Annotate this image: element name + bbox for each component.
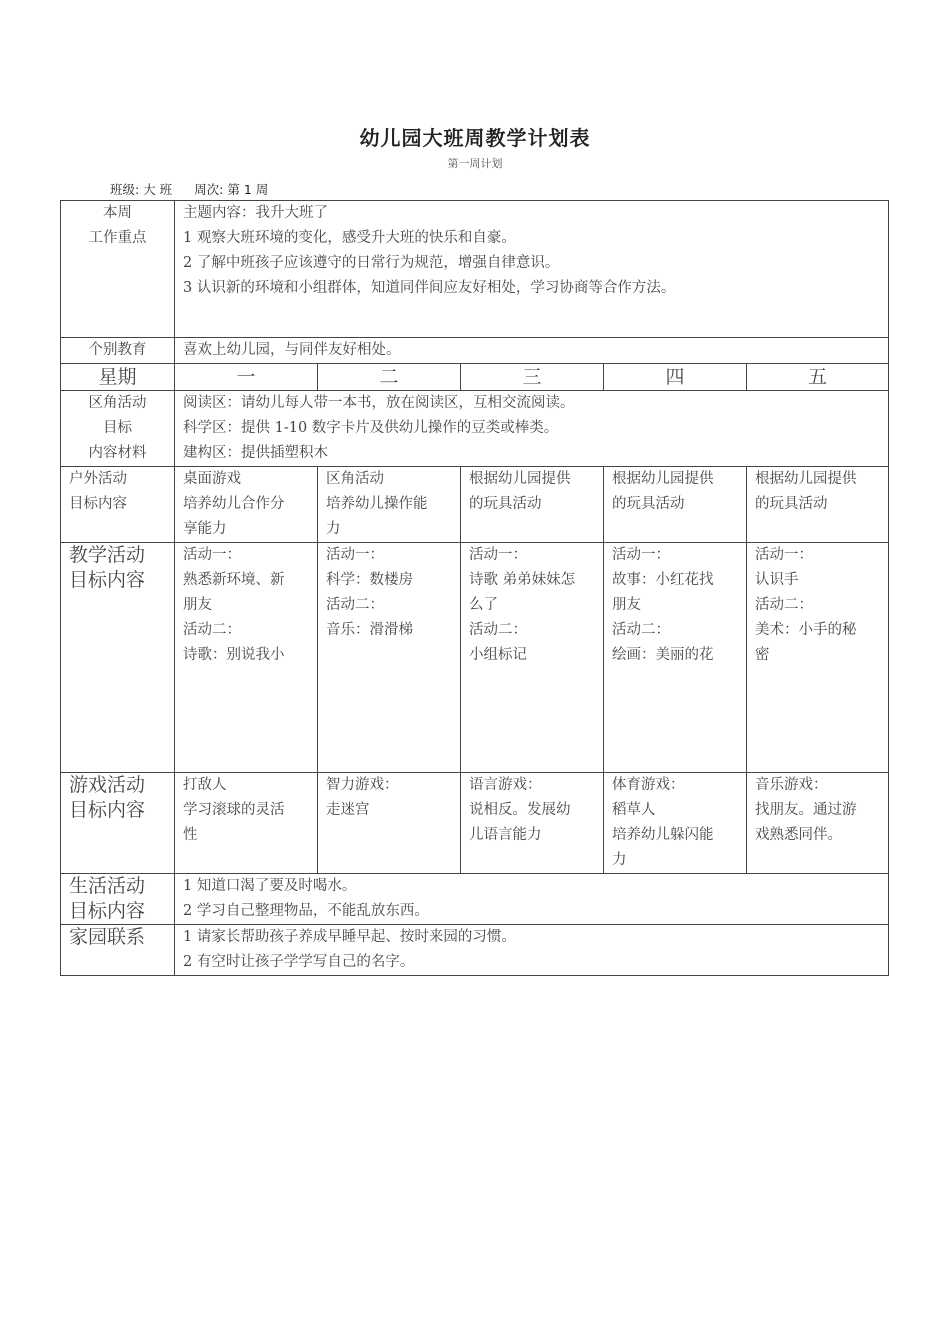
cell-line: 认识手 xyxy=(755,572,799,588)
focus-content xyxy=(175,201,889,338)
page-subtitle: 第一周计划 xyxy=(447,157,503,170)
focus-label xyxy=(61,201,175,338)
cell-line: 故事：小红花找 xyxy=(612,572,714,588)
cell-line: 活动二： xyxy=(326,597,384,613)
home-row xyxy=(61,925,889,976)
teaching-label-line: 目标内容 xyxy=(69,569,146,591)
corner-item: 科学区：提供 1-10 数字卡片及供幼儿操作的豆类或棒类。 xyxy=(183,420,559,436)
cell-line: 学习滚球的灵活 xyxy=(183,802,285,818)
cell-line: 活动一： xyxy=(612,547,670,563)
day-friday: 五 xyxy=(747,364,889,391)
cell-line: 根据幼儿园提供 xyxy=(755,471,857,487)
cell-line: 美术：小手的秘 xyxy=(755,622,857,638)
cell-line: 小组标记 xyxy=(469,647,527,663)
corner-row xyxy=(61,391,889,467)
cell-line: 朋友 xyxy=(612,597,641,613)
life-label-line: 生活活动 xyxy=(69,875,146,897)
cell-line: 体育游戏： xyxy=(612,777,685,793)
cell-line: 性 xyxy=(183,827,198,843)
focus-item: 1 观察大班环境的变化，感受升大班的快乐和自豪。 xyxy=(183,230,516,246)
teaching-cell-fri xyxy=(747,543,889,773)
outdoor-cell-fri xyxy=(747,467,889,543)
life-item: 2 学习自己整理物品，不能乱放东西。 xyxy=(183,903,429,919)
outdoor-label-line: 目标内容 xyxy=(69,496,127,512)
weekday-header-row xyxy=(61,364,889,391)
cell-line: 密 xyxy=(755,647,770,663)
cell-line: 稻草人 xyxy=(612,802,656,818)
cell-line: 音乐：滑滑梯 xyxy=(326,622,413,638)
cell-line: 培养幼儿躲闪能 xyxy=(612,827,714,843)
cell-line: 培养幼儿操作能 xyxy=(326,496,428,512)
cell-line: 走迷宫 xyxy=(326,802,370,818)
games-cell-wed xyxy=(461,773,604,874)
outdoor-label xyxy=(61,467,175,543)
cell-line: 区角活动 xyxy=(326,471,384,487)
cell-line: 朋友 xyxy=(183,597,212,613)
corner-label xyxy=(61,391,175,467)
corner-content xyxy=(175,391,889,467)
cell-line: 桌面游戏 xyxy=(183,471,241,487)
corner-item: 阅读区：请幼儿每人带一本书，放在阅读区，互相交流阅读。 xyxy=(183,395,575,411)
cell-line: 根据幼儿园提供 xyxy=(469,471,571,487)
teaching-label-line: 教学活动 xyxy=(69,544,146,566)
outdoor-cell-tue xyxy=(318,467,461,543)
teaching-cell-wed xyxy=(461,543,604,773)
games-label-line: 目标内容 xyxy=(69,799,146,821)
individual-label: 个别教育 xyxy=(61,338,175,364)
cell-line: 儿语言能力 xyxy=(469,827,542,843)
cell-line: 诗歌 弟弟妹妹怎 xyxy=(469,572,576,588)
cell-line: 戏熟悉同伴。 xyxy=(755,827,842,843)
focus-item: 3 认识新的环境和小组群体，知道同伴间应友好相处，学习协商等合作方法。 xyxy=(183,280,676,296)
life-label xyxy=(61,874,175,925)
life-label-line: 目标内容 xyxy=(69,900,146,922)
individual-content: 喜欢上幼儿园，与同伴友好相处。 xyxy=(175,338,889,364)
cell-line: 活动一： xyxy=(183,547,241,563)
games-cell-tue xyxy=(318,773,461,874)
cell-line: 活动一： xyxy=(469,547,527,563)
home-item: 1 请家长帮助孩子养成早睡早起、按时来园的习惯。 xyxy=(183,929,516,945)
teaching-cell-tue xyxy=(318,543,461,773)
games-label xyxy=(61,773,175,874)
teaching-cell-thu xyxy=(604,543,747,773)
games-cell-fri xyxy=(747,773,889,874)
games-cell-thu xyxy=(604,773,747,874)
life-row xyxy=(61,874,889,925)
focus-row xyxy=(61,201,889,338)
teaching-cell-mon xyxy=(175,543,318,773)
day-wednesday: 三 xyxy=(461,364,604,391)
home-label: 家园联系 xyxy=(61,925,175,976)
home-item: 2 有空时让孩子学学写自己的名字。 xyxy=(183,954,415,970)
outdoor-cell-wed xyxy=(461,467,604,543)
cell-line: 音乐游戏： xyxy=(755,777,828,793)
cell-line: 找朋友。通过游 xyxy=(755,802,857,818)
cell-line: 力 xyxy=(326,521,341,537)
cell-line: 活动一： xyxy=(326,547,384,563)
games-label-line: 游戏活动 xyxy=(69,774,146,796)
games-row xyxy=(61,773,889,874)
outdoor-cell-thu xyxy=(604,467,747,543)
home-content xyxy=(175,925,889,976)
outdoor-row xyxy=(61,467,889,543)
cell-line: 根据幼儿园提供 xyxy=(612,471,714,487)
cell-line: 享能力 xyxy=(183,521,227,537)
corner-label-line: 内容材料 xyxy=(88,445,147,461)
teaching-row xyxy=(61,543,889,773)
week-label: 周次: 第 1 周 xyxy=(194,182,269,197)
class-week-info xyxy=(110,180,268,198)
cell-line: 熟悉新环境、新 xyxy=(183,572,285,588)
page-title: 幼儿园大班周教学计划表 xyxy=(359,126,591,150)
focus-label-line: 本周 xyxy=(103,205,132,221)
games-cell-mon xyxy=(175,773,318,874)
cell-line: 的玩具活动 xyxy=(755,496,828,512)
cell-line: 语言游戏： xyxy=(469,777,542,793)
corner-item: 建构区：提供插塑积木 xyxy=(183,445,328,461)
cell-line: 绘画：美丽的花 xyxy=(612,647,714,663)
cell-line: 打敌人 xyxy=(183,777,227,793)
cell-line: 么了 xyxy=(469,597,498,613)
cell-line: 活动二： xyxy=(469,622,527,638)
cell-line: 智力游戏： xyxy=(326,777,399,793)
cell-line: 诗歌：别说我小 xyxy=(183,647,285,663)
day-monday: 一 xyxy=(175,364,318,391)
individual-row xyxy=(61,338,889,364)
cell-line: 培养幼儿合作分 xyxy=(183,496,285,512)
cell-line: 的玩具活动 xyxy=(612,496,685,512)
corner-label-line: 区角活动 xyxy=(88,395,147,411)
corner-label-line: 目标 xyxy=(103,420,132,436)
weekly-plan-table xyxy=(60,200,889,976)
day-thursday: 四 xyxy=(604,364,747,391)
life-item: 1 知道口渴了要及时喝水。 xyxy=(183,878,357,894)
outdoor-cell-mon xyxy=(175,467,318,543)
cell-line: 活动一： xyxy=(755,547,813,563)
focus-theme: 主题内容：我升大班了 xyxy=(183,205,328,221)
cell-line: 说相反。发展幼 xyxy=(469,802,571,818)
teaching-label xyxy=(61,543,175,773)
life-content xyxy=(175,874,889,925)
focus-label-line: 工作重点 xyxy=(88,230,147,246)
focus-item: 2 了解中班孩子应该遵守的日常行为规范，增强自律意识。 xyxy=(183,255,560,271)
cell-line: 活动二： xyxy=(183,622,241,638)
cell-line: 的玩具活动 xyxy=(469,496,542,512)
day-tuesday: 二 xyxy=(318,364,461,391)
cell-line: 科学：数楼房 xyxy=(326,572,413,588)
weekday-label: 星期 xyxy=(61,364,175,391)
cell-line: 活动二： xyxy=(755,597,813,613)
class-label: 班级: 大 班 xyxy=(110,182,173,197)
cell-line: 力 xyxy=(612,852,627,868)
outdoor-label-line: 户外活动 xyxy=(69,471,127,487)
cell-line: 活动二： xyxy=(612,622,670,638)
